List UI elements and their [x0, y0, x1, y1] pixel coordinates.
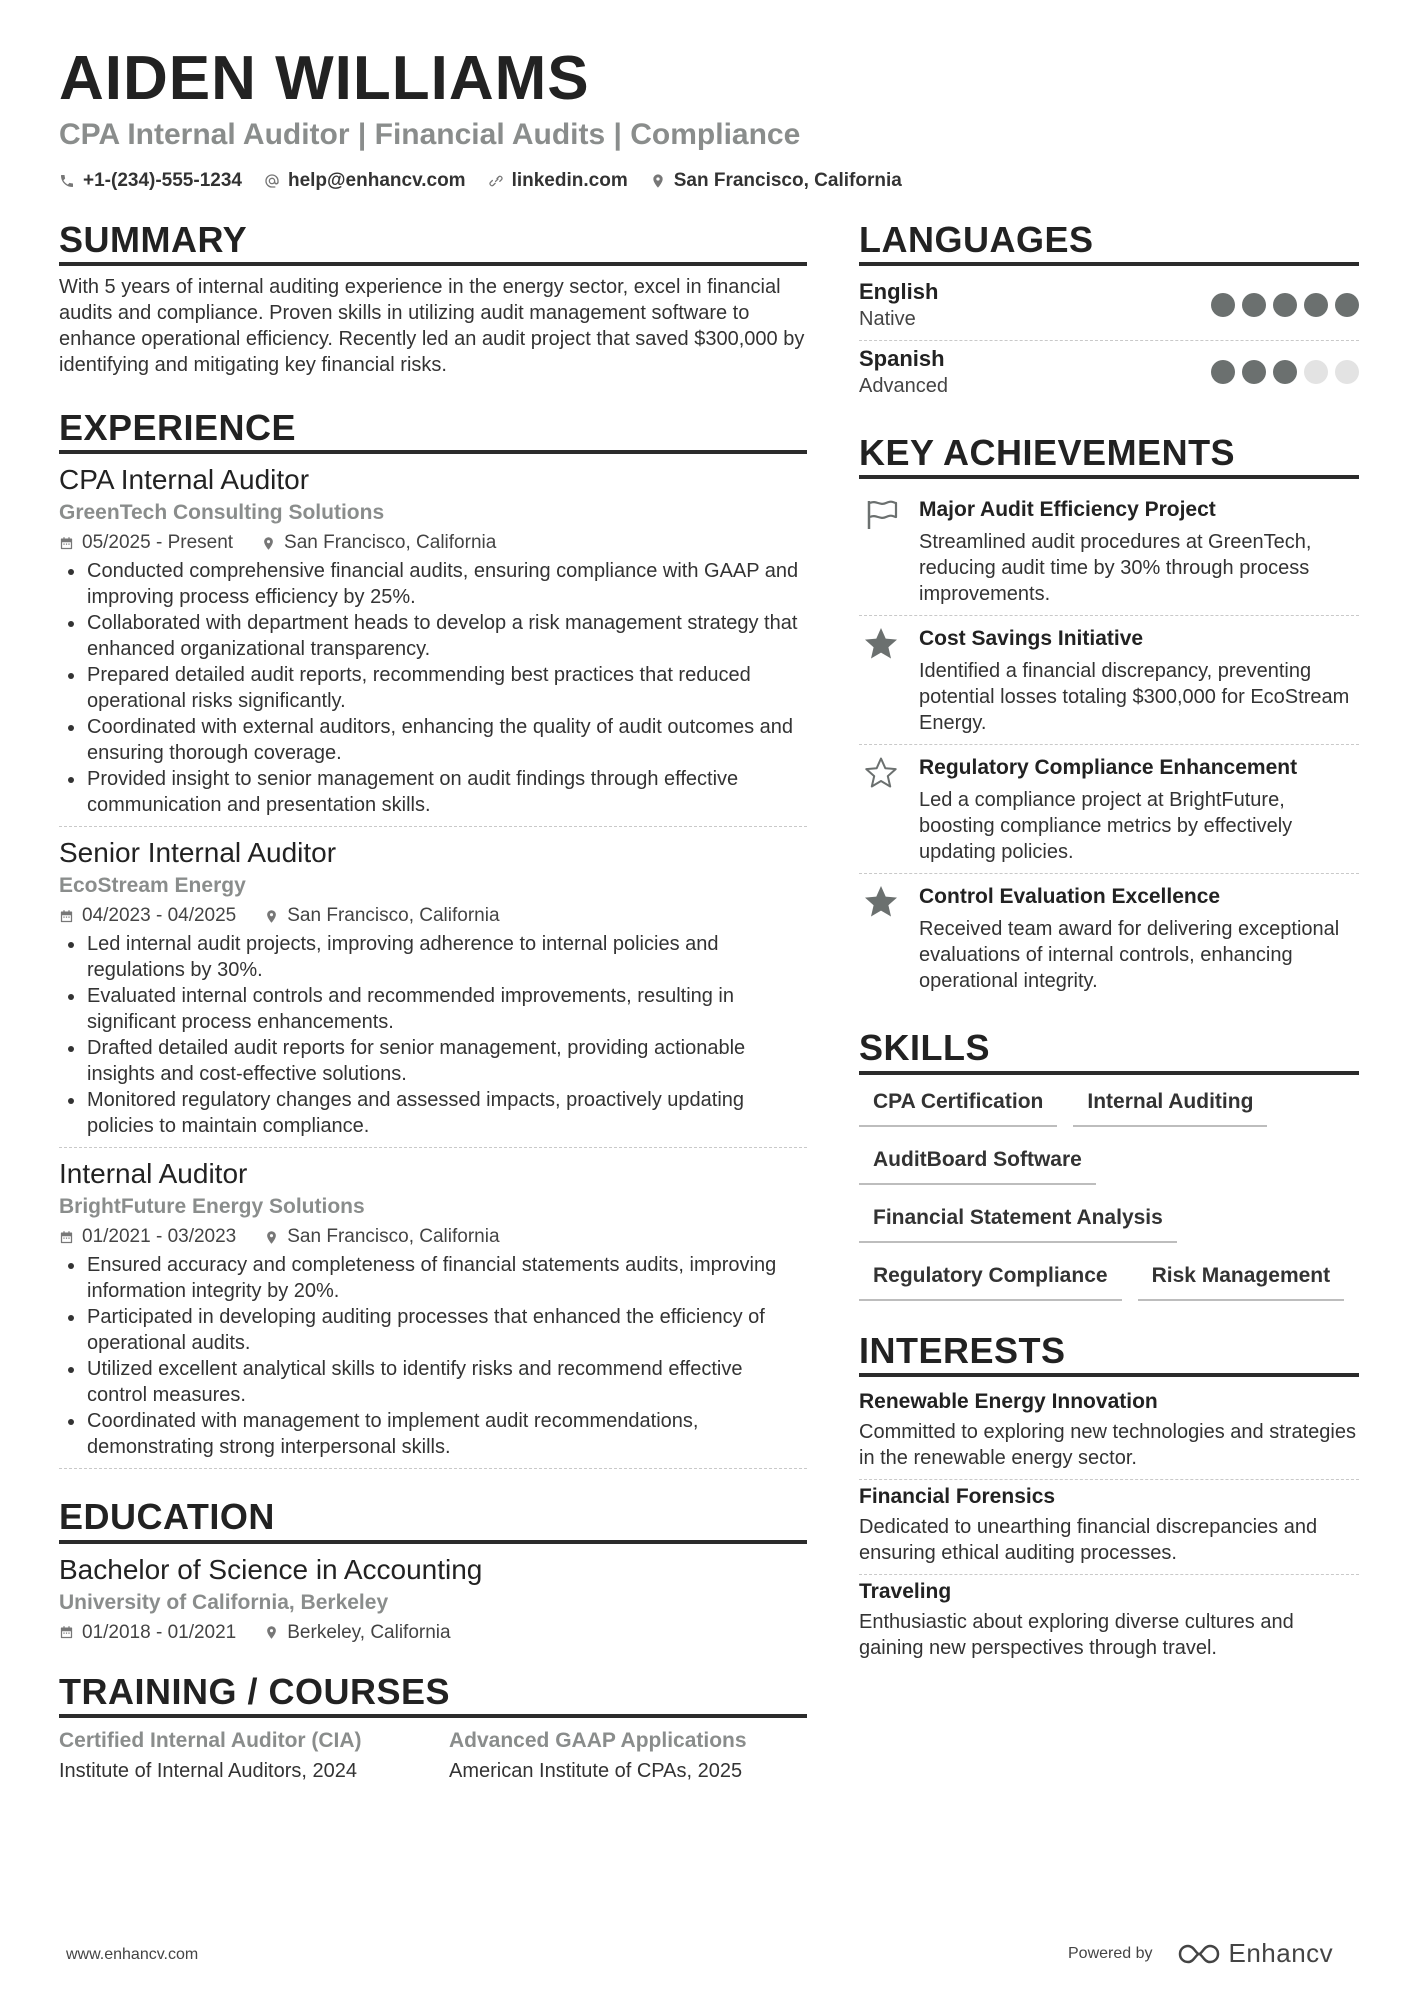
- bullet-item: Monitored regulatory changes and assessed impacts, proactively updating policies to maintain compliance.: [59, 1087, 807, 1139]
- education-meta: [59, 1620, 807, 1646]
- education-location-text: Berkeley, California: [287, 1621, 451, 1643]
- map-pin-icon: [264, 909, 279, 924]
- brand-name: Enhancv: [1228, 1938, 1334, 1968]
- map-pin-icon: [650, 173, 666, 189]
- skills-heading: SKILLS: [859, 1026, 1359, 1074]
- bullet-item: Prepared detailed audit reports, recommending best practices that reduced operational risks significantly.: [59, 662, 807, 714]
- footer-website[interactable]: www.enhancv.com: [66, 1946, 199, 1963]
- bullet-item: Ensured accuracy and completeness of financial statements audits, improving information integrity by 20%.: [59, 1252, 807, 1304]
- skill-tag: CPA Certification: [859, 1083, 1057, 1127]
- company-name: BrightFuture Energy Solutions: [59, 1195, 365, 1219]
- right-column: [859, 218, 1359, 1669]
- experience-entry: [59, 1156, 807, 1469]
- rating-dot: [1242, 360, 1266, 384]
- contact-phone[interactable]: [59, 170, 242, 192]
- bullet-item: Conducted comprehensive financial audits, ensuring compliance with GAAP and improving process efficiency by 25%.: [59, 558, 807, 610]
- bullet-item: Utilized excellent analytical skills to identify risks and recommend effective control measures.: [59, 1356, 807, 1408]
- achievement-title: Major Audit Efficiency Project: [919, 498, 1216, 522]
- job-location: [264, 903, 499, 929]
- job-bullets: [59, 1252, 807, 1460]
- interest-title: Traveling: [859, 1579, 952, 1603]
- job-dates-text: 05/2025 - Present: [82, 532, 234, 554]
- language-name: English: [859, 279, 939, 305]
- rating-dot: [1335, 293, 1359, 317]
- contact-linkedin[interactable]: [488, 170, 628, 192]
- interest-entry: [859, 1385, 1359, 1480]
- achievement-title: Regulatory Compliance Enhancement: [919, 756, 1298, 780]
- job-meta: [59, 903, 807, 929]
- map-pin-icon: [264, 1230, 279, 1245]
- education-dates-text: 01/2018 - 01/2021: [82, 1621, 237, 1643]
- languages-list: [859, 274, 1359, 407]
- rating-dot: [1304, 360, 1328, 384]
- rating-dot: [1273, 360, 1297, 384]
- rating-dot: [1335, 360, 1359, 384]
- bullet-item: Led internal audit projects, improving adherence to internal policies and regulations by 30%.: [59, 931, 807, 983]
- job-location: [261, 530, 496, 556]
- job-location: [264, 1224, 499, 1250]
- languages-heading: LANGUAGES: [859, 218, 1359, 266]
- email-text: help@enhancv.com: [287, 170, 466, 191]
- achievement-entry: [859, 745, 1359, 874]
- degree-title: Bachelor of Science in Accounting: [59, 1553, 483, 1585]
- course-entry: [59, 1726, 399, 1786]
- job-dates: [59, 1224, 236, 1250]
- job-meta: [59, 1224, 807, 1250]
- at-icon: [264, 173, 280, 189]
- skill-tag: Risk Management: [1138, 1257, 1345, 1301]
- course-entry: [449, 1726, 789, 1786]
- achievements-heading: KEY ACHIEVEMENTS: [859, 431, 1359, 479]
- enhancv-logo-icon: [1177, 1942, 1221, 1966]
- achievement-desc: Streamlined audit procedures at GreenTech, reducing audit time by 30% through process improvements.: [919, 531, 1312, 606]
- experience-heading: EXPERIENCE: [59, 406, 807, 454]
- powered-by-label: Powered by: [1068, 1944, 1153, 1962]
- candidate-headline: CPA Internal Auditor | Financial Audits | Compliance: [59, 118, 801, 151]
- phone-text: +1-(234)-555-1234: [83, 170, 242, 191]
- language-entry: [859, 274, 1359, 341]
- map-pin-icon: [264, 1625, 279, 1640]
- rating-dot: [1211, 293, 1235, 317]
- bullet-item: Provided insight to senior management on audit findings through effective communication and presentation skills.: [59, 766, 807, 818]
- interest-desc: Enthusiastic about exploring diverse cultures and gaining new perspectives through travel.: [859, 1610, 1294, 1659]
- language-level: Native: [859, 308, 916, 331]
- brand-logo[interactable]: [1177, 1938, 1334, 1969]
- job-location-text: San Francisco, California: [287, 1226, 500, 1248]
- bullet-item: Drafted detailed audit reports for senior management, providing actionable insights and cost-effective solutions.: [59, 1035, 807, 1087]
- linkedin-text: linkedin.com: [511, 170, 628, 191]
- achievements-list: [859, 487, 1359, 1002]
- interest-entry: [859, 1575, 1359, 1669]
- company-name: GreenTech Consulting Solutions: [59, 501, 385, 525]
- bullet-item: Participated in developing auditing processes that enhanced the efficiency of operational audits.: [59, 1304, 807, 1356]
- skill-tag: Internal Auditing: [1073, 1083, 1267, 1127]
- achievement-entry: [859, 616, 1359, 745]
- calendar-icon: [59, 909, 74, 924]
- education-dates: [59, 1620, 236, 1646]
- achievement-entry: [859, 487, 1359, 616]
- left-column: [59, 218, 807, 1786]
- education-entry: [59, 1552, 807, 1646]
- job-title: CPA Internal Auditor: [59, 464, 310, 496]
- job-dates: [59, 903, 236, 929]
- job-dates-text: 01/2021 - 03/2023: [82, 1226, 237, 1248]
- rating-dot: [1304, 293, 1328, 317]
- map-pin-icon: [261, 536, 276, 551]
- calendar-icon: [59, 1230, 74, 1245]
- candidate-name: AIDEN WILLIAMS: [59, 44, 590, 113]
- achievement-desc: Led a compliance project at BrightFuture, boosting compliance metrics by effectively updating policies.: [919, 789, 1293, 864]
- experience-entry: [59, 462, 807, 827]
- job-bullets: [59, 558, 807, 818]
- footer-branding: [1068, 1938, 1333, 1969]
- job-meta: [59, 530, 807, 556]
- education-location: [264, 1620, 450, 1646]
- interest-desc: Dedicated to unearthing financial discrepancies and ensuring ethical auditing processes.: [859, 1515, 1318, 1564]
- achievement-title: Control Evaluation Excellence: [919, 885, 1221, 909]
- achievement-desc: Received team award for delivering exceptional evaluations of internal controls, enhancing operational integrity.: [919, 918, 1340, 993]
- skill-tag: Regulatory Compliance: [859, 1257, 1122, 1301]
- star-outline-icon: [863, 755, 899, 791]
- achievement-desc: Identified a financial discrepancy, preventing potential losses totaling $300,000 for EcoStream Energy.: [919, 660, 1350, 735]
- star-filled-icon: [863, 626, 899, 662]
- interest-desc: Committed to exploring new technologies and strategies in the renewable energy sector.: [859, 1420, 1356, 1469]
- flag-icon: [863, 497, 899, 533]
- location-text: San Francisco, California: [673, 170, 902, 191]
- course-org: Institute of Internal Auditors, 2024: [59, 1759, 357, 1782]
- bullet-item: Evaluated internal controls and recommended improvements, resulting in significant process enhancements.: [59, 983, 807, 1035]
- job-dates-text: 04/2023 - 04/2025: [82, 905, 237, 927]
- job-dates: [59, 530, 233, 556]
- calendar-icon: [59, 536, 74, 551]
- job-location-text: San Francisco, California: [287, 905, 500, 927]
- interest-title: Financial Forensics: [859, 1484, 1056, 1508]
- star-filled-icon: [863, 884, 899, 920]
- achievement-entry: [859, 874, 1359, 1002]
- interest-title: Renewable Energy Innovation: [859, 1389, 1158, 1413]
- school-name: University of California, Berkeley: [59, 1590, 389, 1614]
- company-name: EcoStream Energy: [59, 874, 246, 898]
- bullet-item: Coordinated with external auditors, enhancing the quality of audit outcomes and ensuring thorough coverage.: [59, 714, 807, 766]
- language-rating: [1211, 293, 1359, 317]
- interests-heading: INTERESTS: [859, 1329, 1359, 1377]
- achievement-title: Cost Savings Initiative: [919, 627, 1144, 651]
- job-title: Internal Auditor: [59, 1158, 248, 1190]
- language-name: Spanish: [859, 346, 945, 372]
- job-title: Senior Internal Auditor: [59, 837, 337, 869]
- bullet-item: Coordinated with management to implement audit recommendations, demonstrating strong interpersonal skills.: [59, 1408, 807, 1460]
- language-entry: [859, 341, 1359, 407]
- phone-icon: [59, 173, 75, 189]
- course-name: Certified Internal Auditor (CIA): [59, 1728, 362, 1752]
- language-level: Advanced: [859, 375, 948, 398]
- rating-dot: [1273, 293, 1297, 317]
- experience-entry: [59, 835, 807, 1148]
- course-name: Advanced GAAP Applications: [449, 1728, 747, 1752]
- contact-bar: [59, 170, 902, 192]
- link-icon: [488, 173, 504, 189]
- skill-tag: Financial Statement Analysis: [859, 1199, 1177, 1243]
- interest-entry: [859, 1480, 1359, 1575]
- courses-list: [59, 1726, 807, 1786]
- course-org: American Institute of CPAs, 2025: [449, 1759, 743, 1782]
- rating-dot: [1211, 360, 1235, 384]
- job-location-text: San Francisco, California: [284, 532, 497, 554]
- summary-text: With 5 years of internal auditing experience in the energy sector, excel in financial audits and compliance. Proven skills in utilizing audit management software to enhance operational efficiency. Recently led an audit project that saved $300,000 by identifying and mitigating key financial risks.: [59, 276, 805, 377]
- summary-heading: SUMMARY: [59, 218, 807, 266]
- education-heading: EDUCATION: [59, 1495, 807, 1543]
- job-bullets: [59, 931, 807, 1139]
- skill-tag: AuditBoard Software: [859, 1141, 1096, 1185]
- bullet-item: Collaborated with department heads to develop a risk management strategy that enhanced organizational transparency.: [59, 610, 807, 662]
- interests-list: [859, 1385, 1359, 1669]
- skills-list: [859, 1083, 1359, 1301]
- contact-location: [650, 170, 902, 192]
- rating-dot: [1242, 293, 1266, 317]
- calendar-icon: [59, 1625, 74, 1640]
- language-rating: [1211, 360, 1359, 384]
- contact-email[interactable]: [264, 170, 466, 192]
- training-heading: TRAINING / COURSES: [59, 1670, 807, 1718]
